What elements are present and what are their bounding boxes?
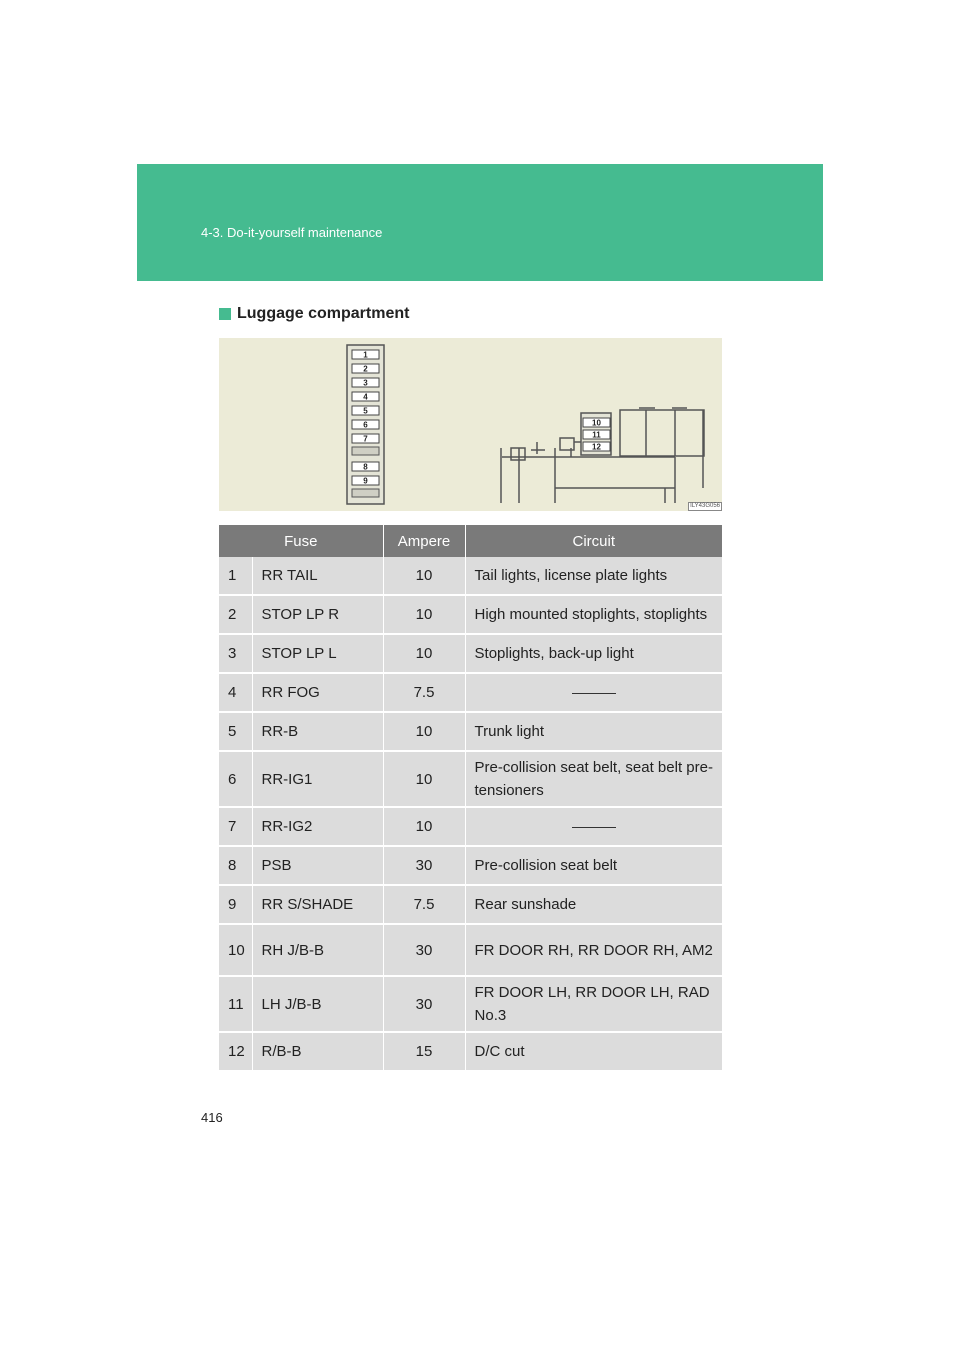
fuse-slot (352, 434, 379, 444)
fuse-slot-label: 9 (363, 476, 368, 486)
table-row (219, 807, 722, 846)
fuse-number: 5 (219, 712, 252, 751)
header-ampere: Ampere (383, 525, 465, 557)
fuse-slot-label: 5 (363, 406, 368, 416)
fuse-table-body (219, 557, 722, 1071)
square-bullet-icon (219, 308, 231, 320)
fuse-slot (352, 392, 379, 402)
fuse-slot-label: 10 (592, 418, 601, 428)
fuse-name: RR FOG (252, 673, 383, 712)
fuse-ampere: 10 (383, 595, 465, 634)
fuse-name: STOP LP R (252, 595, 383, 634)
fuse-circuit: Pre-collision seat belt (465, 846, 722, 885)
fuse-number: 3 (219, 634, 252, 673)
no-circuit-dash (572, 693, 616, 694)
fuse-ampere: 30 (383, 976, 465, 1032)
fuse-ampere: 7.5 (383, 673, 465, 712)
table-row (219, 557, 722, 595)
no-circuit-dash (572, 827, 616, 828)
fuse-number: 8 (219, 846, 252, 885)
fuse-name: RR TAIL (252, 557, 383, 595)
fuse-ampere: 10 (383, 557, 465, 595)
fuse-ampere: 7.5 (383, 885, 465, 924)
table-row (219, 846, 722, 885)
fuse-slot-label: 12 (592, 442, 601, 452)
table-row (219, 634, 722, 673)
fuse-slot (583, 430, 610, 440)
fuse-ampere: 10 (383, 712, 465, 751)
section-heading (219, 305, 409, 323)
fuse-circuit: High mounted stoplights, stoplights (465, 595, 722, 634)
fuse-number: 12 (219, 1032, 252, 1071)
fuse-table (219, 525, 722, 1072)
table-row (219, 976, 722, 1032)
fuse-slot (352, 420, 379, 430)
fuse-circuit: FR DOOR LH, RR DOOR LH, RAD No.3 (465, 976, 722, 1032)
fuse-slot (352, 364, 379, 374)
header-band (137, 164, 823, 281)
heading-title: Luggage compartment (237, 305, 410, 322)
fuse-number: 10 (219, 924, 252, 976)
fuse-slot-label: 2 (363, 364, 368, 374)
table-row (219, 751, 722, 807)
fuse-ampere: 10 (383, 634, 465, 673)
section-label: 4-3. Do-it-yourself maintenance (201, 225, 383, 240)
fuse-number: 1 (219, 557, 252, 595)
fuse-name: RR-IG2 (252, 807, 383, 846)
fuse-ampere: 10 (383, 807, 465, 846)
figure-code: ILY43G056 (690, 503, 720, 509)
fuse-slot-label: 3 (363, 378, 368, 388)
table-row (219, 1032, 722, 1071)
fuse-slot-label: 8 (363, 462, 368, 472)
fuse-circuit (465, 673, 722, 712)
fuse-slot (352, 406, 379, 416)
fuse-ampere: 30 (383, 924, 465, 976)
fuse-name: STOP LP L (252, 634, 383, 673)
fuse-circuit: FR DOOR RH, RR DOOR RH, AM2 (465, 924, 722, 976)
fuse-slot (352, 462, 379, 472)
fuse-ampere: 30 (383, 846, 465, 885)
right-fuse-group (583, 418, 610, 452)
fuse-slot-label: 6 (363, 420, 368, 430)
fuse-circuit: Rear sunshade (465, 885, 722, 924)
fuse-number: 7 (219, 807, 252, 846)
fuse-slot-label: 7 (363, 434, 368, 444)
blank-slot (352, 489, 379, 497)
fuse-number: 11 (219, 976, 252, 1032)
header-circuit: Circuit (465, 525, 722, 557)
fuse-circuit: Stoplights, back-up light (465, 634, 722, 673)
fuse-circuit: D/C cut (465, 1032, 722, 1071)
fuse-slot (583, 442, 610, 452)
table-row (219, 673, 722, 712)
fuse-box-illustration (219, 338, 722, 511)
table-row (219, 924, 722, 976)
fuse-slot (352, 378, 379, 388)
fuse-name: RR-IG1 (252, 751, 383, 807)
fuse-number: 9 (219, 885, 252, 924)
fuse-slot-label: 11 (592, 430, 601, 440)
fuse-name: PSB (252, 846, 383, 885)
fuse-name: RR-B (252, 712, 383, 751)
table-row (219, 595, 722, 634)
fuse-name: R/B-B (252, 1032, 383, 1071)
blank-slot (352, 447, 379, 455)
fuse-slot (352, 476, 379, 486)
table-row (219, 712, 722, 751)
fuse-number: 6 (219, 751, 252, 807)
fuse-slot (583, 418, 610, 428)
fuse-name: LH J/B-B (252, 976, 383, 1032)
fuse-circuit: Tail lights, license plate lights (465, 557, 722, 595)
page-number: 416 (201, 1110, 223, 1125)
fuse-slot-label: 4 (363, 392, 368, 402)
fuse-slot (352, 350, 379, 360)
table-row (219, 885, 722, 924)
fuse-circuit: Trunk light (465, 712, 722, 751)
fuse-circuit: Pre-collision seat belt, seat belt pre-tensioners (465, 751, 722, 807)
fuse-number: 2 (219, 595, 252, 634)
fuse-name: RH J/B-B (252, 924, 383, 976)
fuse-slot-label: 1 (363, 350, 368, 360)
header-fuse: Fuse (219, 525, 383, 557)
table-header-row (219, 525, 722, 557)
fuse-ampere: 15 (383, 1032, 465, 1071)
fuse-circuit (465, 807, 722, 846)
fuse-name: RR S/SHADE (252, 885, 383, 924)
fuse-number: 4 (219, 673, 252, 712)
fuse-ampere: 10 (383, 751, 465, 807)
fuse-box-diagram (219, 338, 722, 511)
